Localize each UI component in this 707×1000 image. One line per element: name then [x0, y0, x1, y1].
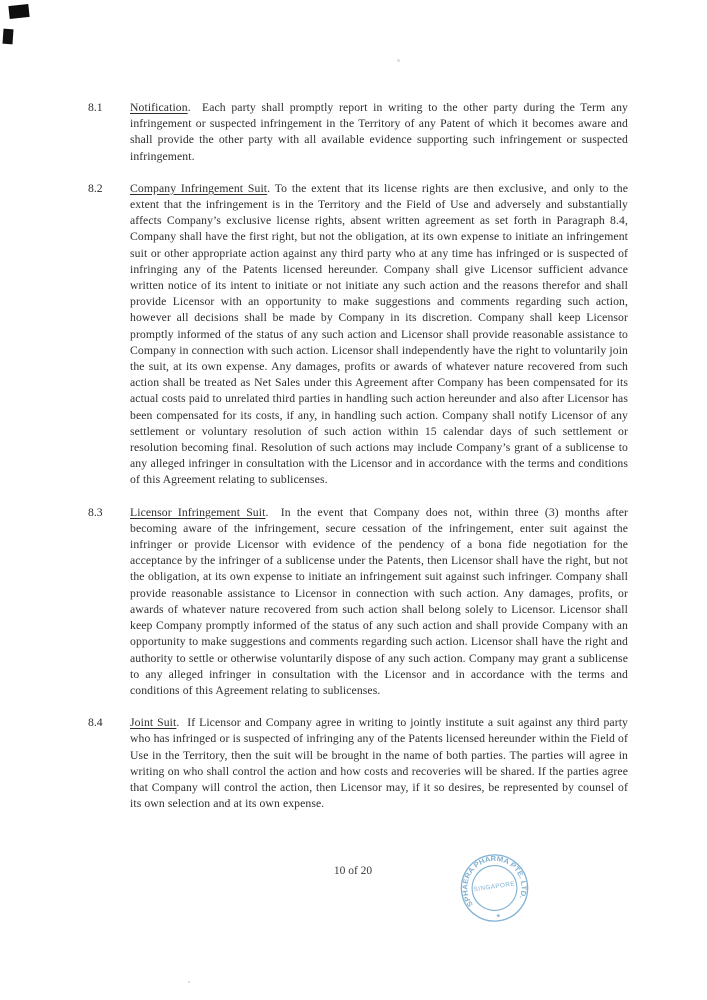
stamp-graphic — [440, 839, 548, 938]
section-text: . In the event that Company does not, within three (3) months after becoming aware of the infringement, secure cessation of the infringement, enter suit against the infringer or provide Licensor with evidence of the pendency of a bona fide negotiation for the acceptance by the infringer of a sublicense under the Patents, then Licensor shall have the right, but not the obligation, at its own expense to initiate an infringement suit against such infringer. Company shall provide reasonable assistance to Licensor in connection with such action. Any damages, profits, or awards of whatever nature recovered from such action shall belong solely to Licensor. Licensor shall keep Company promptly informed of the status of any such action and shall provide Company with an opportunity to make suggestions and comments regarding such action. Licensor shall have the right and authority to settle or otherwise voluntarily dispose of any such action. Company may grant a sublicense to any alleged infringer in consultation with the Licensor and in accordance with the terms and conditions of this Agreement relating to sublicenses. — [130, 505, 628, 697]
section-heading: Licensor Infringement Suit — [130, 505, 266, 519]
section-8-4 — [88, 715, 628, 812]
page-number: 10 of 20 — [333, 865, 373, 877]
section-text: . Each party shall promptly report in writing to the other party during the Term any infringement or suspected infringement in the Territory of any Patent of which it becomes aware and shall provide the other party with all available evidence supporting such infringement or suspected infringement. — [130, 101, 628, 163]
section-number: 8.2 — [88, 181, 103, 195]
section-8-2 — [88, 181, 628, 489]
stamp-center-text: SINGAPORE — [473, 880, 516, 894]
section-text: . To the extent that its license rights are then exclusive, and only to the extent that the infringement is in the Territory and the Field of Use and adversely and substantially affects Company’s exclusive license rights, absent written agreement as set forth in Paragraph 8.4, Company shall have the first right, but not the obligation, at its own expense to initiate an infringement suit or other appropriate action against any third party who at any time has infringed or is suspected of infringing any of the Patents licensed hereunder. Company shall give Licensor sufficient advance written notice of its intent to initiate or not initiate any such action and the reasons therefor and shall provide Licensor with an opportunity to make suggestions and comments regarding such action, however all decisions shall be made by Company in its discretion. Company shall keep Licensor promptly informed of the status of any such action and Licensor shall provide reasonable assistance to Company in connection with such action. Licensor shall independently have the right to voluntarily join the suit, at its own expense. Any damages, profits or awards of whatever nature recovered from such action shall be treated as Net Sales under this Agreement after Company has been compensated for its actual costs paid to unrelated third parties in handling such action hereunder and also after Licensor has been compensated for its costs, if any, in handling such action. Company shall notify Licensor of any settlement or voluntary resolution of such action within 15 calendar days of such settlement or resolution becoming final. Resolution of such actions may include Company’s grant of a sublicense to any alleged infringer in consultation with the Licensor and in accordance with the terms and conditions of this Agreement relating to sublicenses. — [130, 181, 628, 487]
section-heading: Joint Suit — [130, 716, 177, 730]
scan-artifact — [188, 981, 190, 983]
section-paragraph — [130, 505, 628, 699]
stamp-ring-textpath: SPHAERA PHARMA PTE. LTD. — [462, 855, 527, 908]
section-paragraph — [130, 715, 628, 812]
section-number: 8.4 — [88, 716, 103, 730]
scan-artifact — [397, 59, 400, 62]
section-number: 8.3 — [88, 505, 103, 519]
section-heading: Notification — [130, 101, 188, 114]
star-icon: ★ — [495, 913, 502, 920]
section-text: . If Licensor and Company agree in writing to jointly institute a suit against any third party who has infringed or is suspected of infringing any of the Patents licensed hereunder within the Field of Use in the Territory, then the suit will be brought in the name of both parties. The parties will agree in writing on who shall control the action and how costs and recoveries will be shared. If the parties agree that Company will control the action, then Licensor may, if it so desires, be represented by counsel of its own selection and at its own expense. — [130, 716, 628, 811]
section-8-3 — [88, 505, 628, 699]
section-number: 8.1 — [88, 101, 103, 114]
scan-artifact — [2, 29, 13, 45]
section-8-1 — [88, 100, 628, 165]
scan-artifact — [8, 4, 29, 19]
section-paragraph — [130, 181, 628, 489]
stamp-ring-text — [458, 852, 528, 908]
section-heading: Company Infringement Suit — [130, 181, 268, 195]
document-body — [88, 100, 628, 828]
section-paragraph — [130, 100, 628, 165]
company-stamp — [440, 839, 548, 938]
